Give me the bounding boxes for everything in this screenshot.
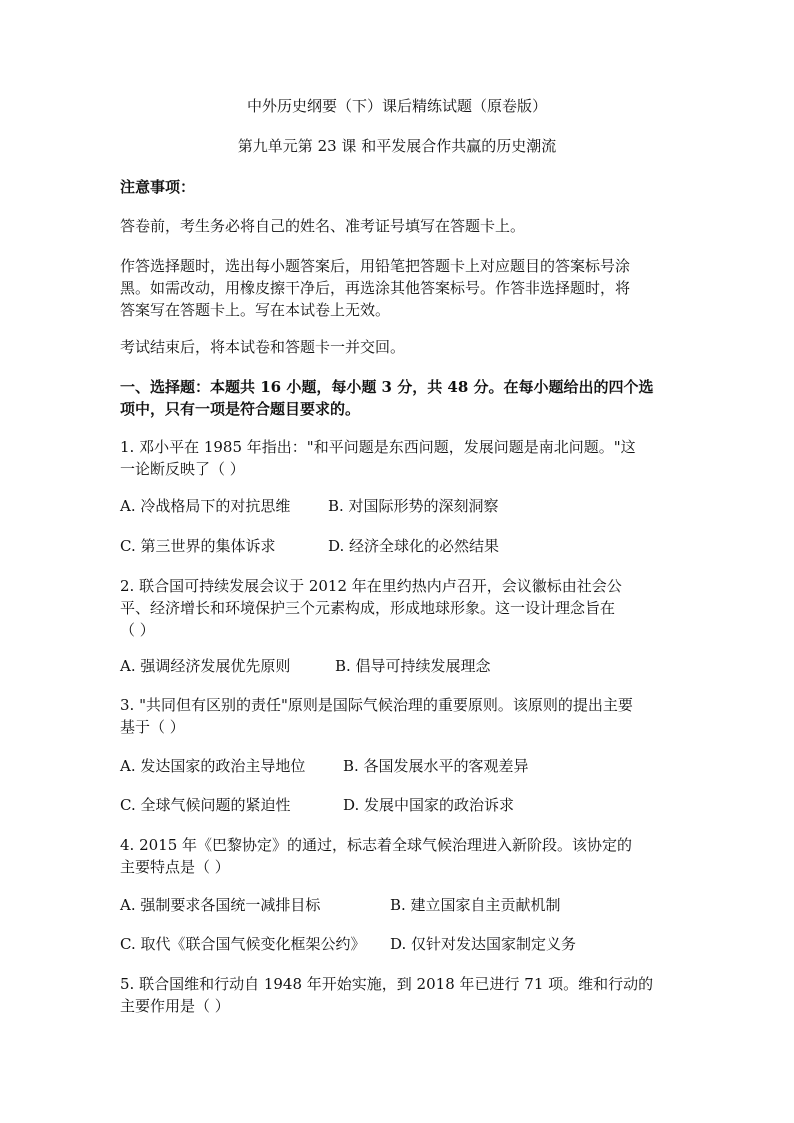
- question-2-option-a: A. 强调经济发展优先原则: [120, 657, 291, 675]
- question-5-line-1: 5. 联合国维和行动自 1948 年开始实施，到 2018 年已进行 71 项。维和行动的: [120, 975, 654, 993]
- question-1-line-2: 一论断反映了（ ）: [120, 460, 245, 478]
- question-2-option-b: B. 倡导可持续发展理念: [335, 657, 491, 675]
- question-4-line-1: 4. 2015 年《巴黎协定》的通过，标志着全球气候治理进入新阶段。该协定的: [120, 836, 633, 854]
- section-heading-line-1: 一、选择题：本题共 16 小题，每小题 3 分，共 48 分。在每小题给出的四个选: [120, 378, 654, 396]
- notice-paragraph-2-line-1: 作答选择题时，选出每小题答案后，用铅笔把答题卡上对应题目的答案标号涂: [120, 257, 631, 275]
- question-3-line-2: 基于（ ）: [120, 718, 185, 736]
- question-1-option-b: B. 对国际形势的深刻洞察: [328, 497, 499, 515]
- question-3-option-c: C. 全球气候问题的紧迫性: [120, 796, 291, 814]
- question-3-option-a: A. 发达国家的政治主导地位: [120, 757, 306, 775]
- question-1-line-1: 1. 邓小平在 1985 年指出："和平问题是东西问题，发展问题是南北问题。"这: [120, 438, 636, 456]
- notice-paragraph-3: 考试结束后，将本试卷和答题卡一并交回。: [120, 338, 406, 356]
- question-4-option-d: D. 仅针对发达国家制定义务: [390, 935, 577, 953]
- section-heading-line-2: 项中，只有一项是符合题目要求的。: [120, 400, 361, 418]
- question-4-line-2: 主要特点是（ ）: [120, 858, 230, 876]
- notice-heading: 注意事项：: [120, 178, 196, 196]
- question-4-option-b: B. 建立国家自主贡献机制: [390, 896, 561, 914]
- question-2-line-3: （ ）: [120, 621, 155, 639]
- question-2-line-2: 平、经济增长和环境保护三个元素构成，形成地球形象。这一设计理念旨在: [120, 599, 616, 617]
- question-3-option-b: B. 各国发展水平的客观差异: [343, 757, 529, 775]
- question-4-option-a: A. 强制要求各国统一减排目标: [120, 896, 321, 914]
- question-1-option-c: C. 第三世界的集体诉求: [120, 537, 276, 555]
- question-1-option-a: A. 冷战格局下的对抗思维: [120, 497, 291, 515]
- question-4-option-c: C. 取代《联合国气候变化框架公约》: [120, 935, 366, 953]
- document-title: 中外历史纲要（下）课后精练试题（原卷版）: [246, 97, 547, 115]
- question-3-option-d: D. 发展中国家的政治诉求: [343, 796, 515, 814]
- question-1-option-d: D. 经济全球化的必然结果: [328, 537, 500, 555]
- question-2-line-1: 2. 联合国可持续发展会议于 2012 年在里约热内卢召开，会议徽标由社会公: [120, 577, 622, 595]
- question-5-line-2: 主要作用是（ ）: [120, 997, 230, 1015]
- notice-paragraph-2-line-3: 答案写在答题卡上。写在本试卷上无效。: [120, 301, 391, 319]
- question-3-line-1: 3. "共同但有区别的责任"原则是国际气候治理的重要原则。该原则的提出主要: [120, 696, 633, 714]
- document-subtitle: 第九单元第 23 课 和平发展合作共赢的历史潮流: [237, 137, 557, 155]
- notice-paragraph-1: 答卷前，考生务必将自己的姓名、准考证号填写在答题卡上。: [120, 217, 526, 235]
- notice-paragraph-2-line-2: 黑。如需改动，用橡皮擦干净后，再选涂其他答案标号。作答非选择题时，将: [120, 279, 631, 297]
